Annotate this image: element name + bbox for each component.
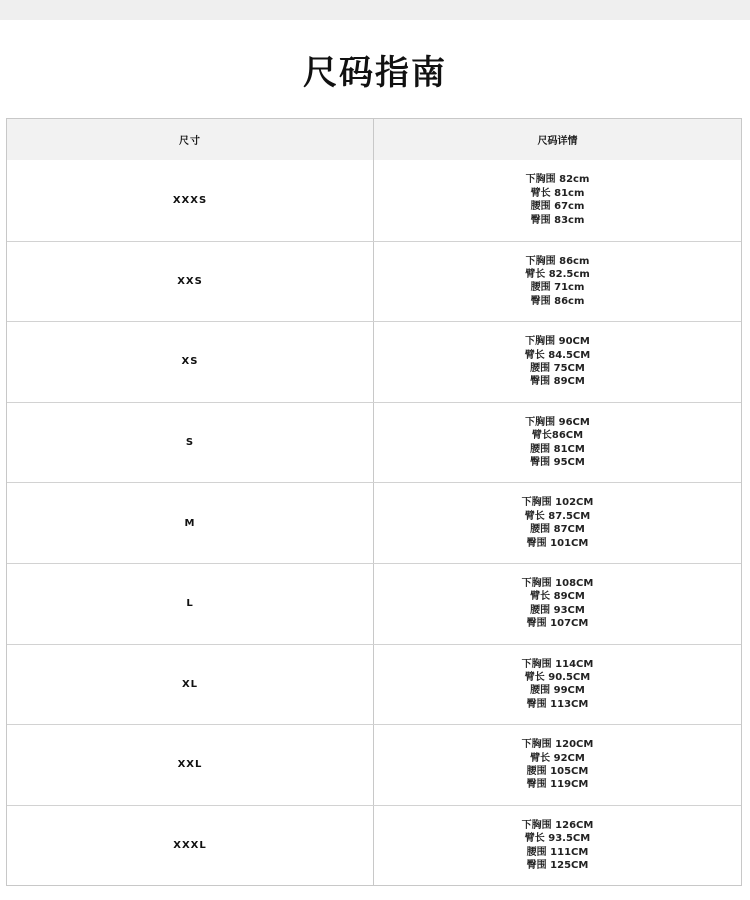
- measurement-line: 腰围 75CM: [530, 362, 585, 374]
- measurement-line: 下胸围 90CM: [525, 336, 590, 348]
- measurement-line: 腰围 67cm: [530, 201, 585, 213]
- measurement-line: 臂长86CM: [531, 430, 584, 442]
- table-row: [7, 241, 741, 322]
- size-label: M: [7, 483, 374, 563]
- size-details: [374, 160, 741, 241]
- measurement-line: 臀围 95CM: [530, 456, 585, 468]
- measurement-line: 臂长 81cm: [530, 187, 585, 199]
- size-details: [374, 403, 741, 483]
- measurement-line: 臀围 83cm: [530, 214, 585, 226]
- measurement-line: 臂长 90.5CM: [524, 671, 591, 683]
- measurement-line: 臂长 89CM: [530, 591, 585, 603]
- measurement-line: 腰围 99CM: [530, 685, 585, 697]
- size-details: [374, 322, 741, 402]
- measurement-line: 腰围 105CM: [526, 765, 589, 777]
- page-title: 尺码指南: [303, 53, 447, 93]
- measurement-line: 臂长 92CM: [530, 752, 585, 764]
- table-body: [7, 160, 741, 885]
- measurement-line: 腰围 87CM: [530, 524, 585, 536]
- size-details: [374, 483, 741, 563]
- measurement-line: 下胸围 96CM: [525, 416, 590, 428]
- size-label: XL: [7, 645, 374, 725]
- header-size-details: 尺码详情: [537, 136, 578, 147]
- table-row: [7, 321, 741, 402]
- size-guide-table: [6, 118, 742, 886]
- size-label: XXXL: [7, 806, 374, 886]
- measurement-line: 腰围 93CM: [530, 604, 585, 616]
- measurement-line: 腰围 111CM: [526, 846, 589, 858]
- measurement-line: 下胸围 114CM: [521, 658, 594, 670]
- measurement-line: 臀围 113CM: [526, 698, 589, 710]
- measurement-line: 下胸围 108CM: [521, 577, 594, 589]
- size-label: XXL: [7, 725, 374, 805]
- size-label: XXS: [7, 242, 374, 322]
- size-details: [374, 564, 741, 644]
- measurement-line: 下胸围 120CM: [521, 739, 594, 751]
- table-row: [7, 724, 741, 805]
- size-details: [374, 242, 741, 322]
- measurement-line: 臀围 125CM: [526, 859, 589, 871]
- table-row: [7, 482, 741, 563]
- measurement-line: 臂长 82.5cm: [525, 268, 590, 280]
- size-label: XXXS: [7, 160, 374, 241]
- measurement-line: 臀围 107CM: [526, 618, 589, 630]
- size-label: XS: [7, 322, 374, 402]
- table-row: [7, 805, 741, 886]
- table-row: [7, 402, 741, 483]
- size-label: L: [7, 564, 374, 644]
- measurement-line: 下胸围 126CM: [521, 819, 594, 831]
- measurement-line: 臂长 93.5CM: [524, 833, 591, 845]
- size-details: [374, 645, 741, 725]
- measurement-line: 臀围 86cm: [530, 295, 585, 307]
- measurement-line: 臀围 119CM: [526, 779, 589, 791]
- measurement-line: 下胸围 82cm: [525, 174, 590, 186]
- table-row: [7, 160, 741, 241]
- measurement-line: 下胸围 86cm: [525, 255, 590, 267]
- measurement-line: 腰围 81CM: [530, 443, 585, 455]
- measurement-line: 臀围 101CM: [526, 537, 589, 549]
- measurement-line: 下胸围 102CM: [521, 497, 594, 509]
- table-row: [7, 644, 741, 725]
- size-details: [374, 725, 741, 805]
- header-size: 尺寸: [7, 119, 374, 160]
- top-band: [0, 0, 750, 20]
- measurement-line: 臀围 89CM: [530, 376, 585, 388]
- table-header-row: [7, 119, 741, 160]
- size-details: [374, 806, 741, 886]
- measurement-line: 臂长 84.5CM: [524, 349, 591, 361]
- table-row: [7, 563, 741, 644]
- measurement-line: 臂长 87.5CM: [524, 510, 591, 522]
- measurement-line: 腰围 71cm: [530, 282, 585, 294]
- size-label: S: [7, 403, 374, 483]
